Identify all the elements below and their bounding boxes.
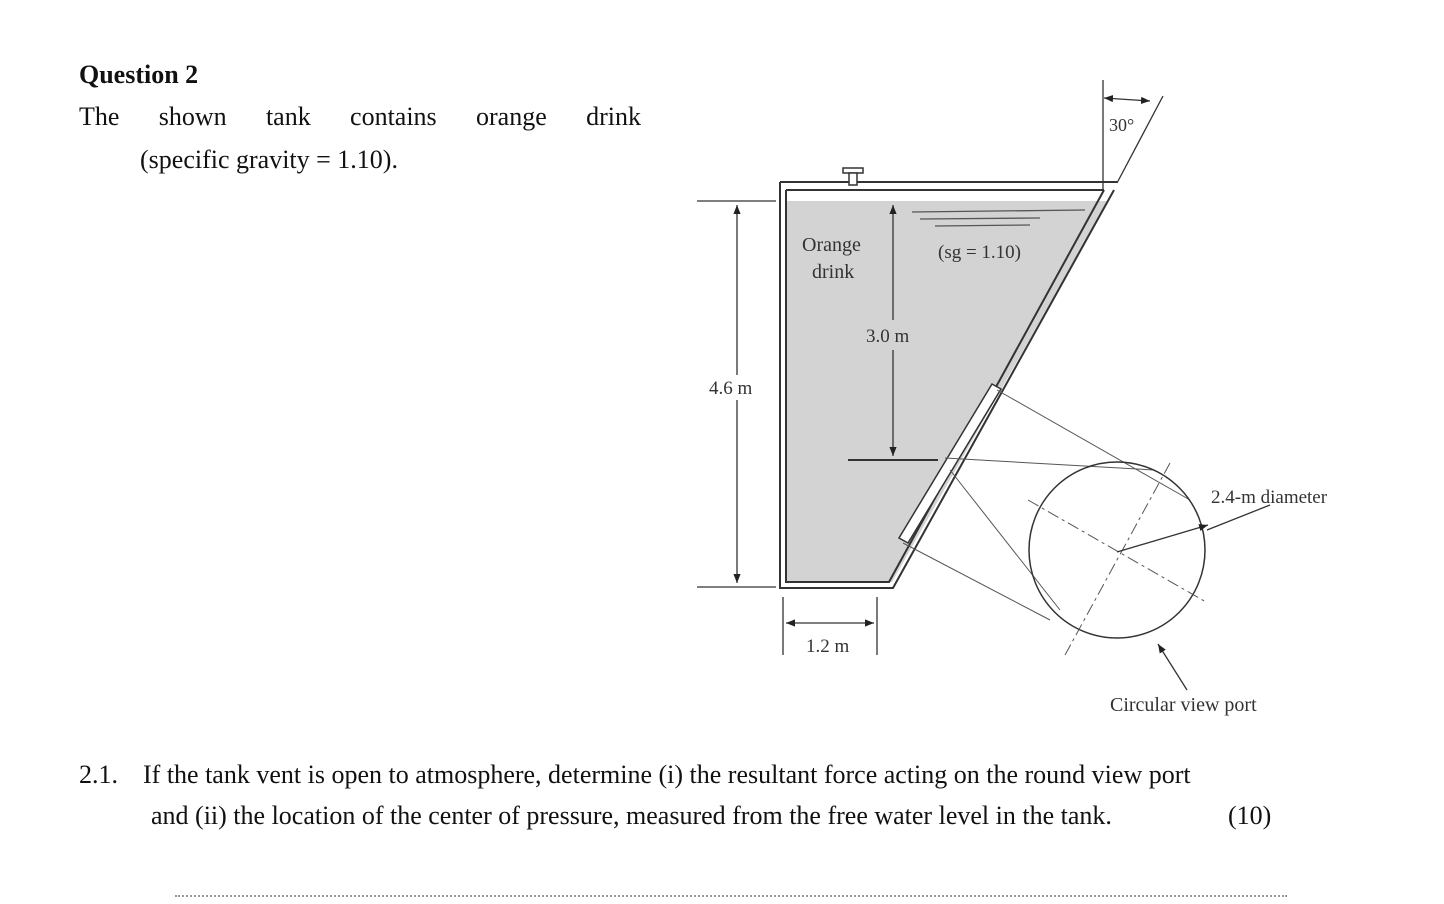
task-text-line-2: and (ii) the location of the center of pressure, measured from the free water level in the tank.	[151, 801, 1112, 830]
fluid-label-line1: Orange	[802, 234, 861, 256]
intro-word: orange	[476, 102, 547, 131]
question-heading: Question 2	[79, 60, 199, 89]
intro-word: tank	[265, 102, 311, 131]
task-marks: (10)	[1228, 801, 1272, 830]
depth-label: 3.0 m	[866, 326, 910, 347]
angle-label: 30°	[1109, 115, 1135, 135]
task-number: 2.1.	[79, 760, 118, 789]
view-port-centerlines	[1028, 463, 1206, 655]
angle-reference	[1103, 80, 1163, 192]
task-text-line-1: If the tank vent is open to atmosphere, determine (i) the resultant force acting on the round view port	[143, 760, 1191, 789]
fluid-label-line2: drink	[812, 261, 855, 283]
intro-word: The	[79, 102, 120, 131]
port-label-arrow	[1158, 644, 1187, 690]
intro-word: contains	[350, 102, 437, 131]
diameter-radius-arrow	[1117, 525, 1208, 552]
intro-word: drink	[586, 102, 641, 131]
answer-dotted-line	[175, 895, 1287, 897]
sg-label: (sg = 1.10)	[938, 242, 1022, 263]
diameter-arrow	[1207, 505, 1270, 530]
intro-line-2: (specific gravity = 1.10).	[140, 145, 398, 174]
height-label: 4.6 m	[709, 378, 753, 399]
port-label: Circular view port	[1110, 694, 1257, 716]
width-label: 1.2 m	[806, 636, 850, 657]
circular-view-port	[1029, 462, 1205, 638]
intro-word: shown	[158, 102, 227, 131]
diameter-label: 2.4-m diameter	[1211, 487, 1328, 508]
